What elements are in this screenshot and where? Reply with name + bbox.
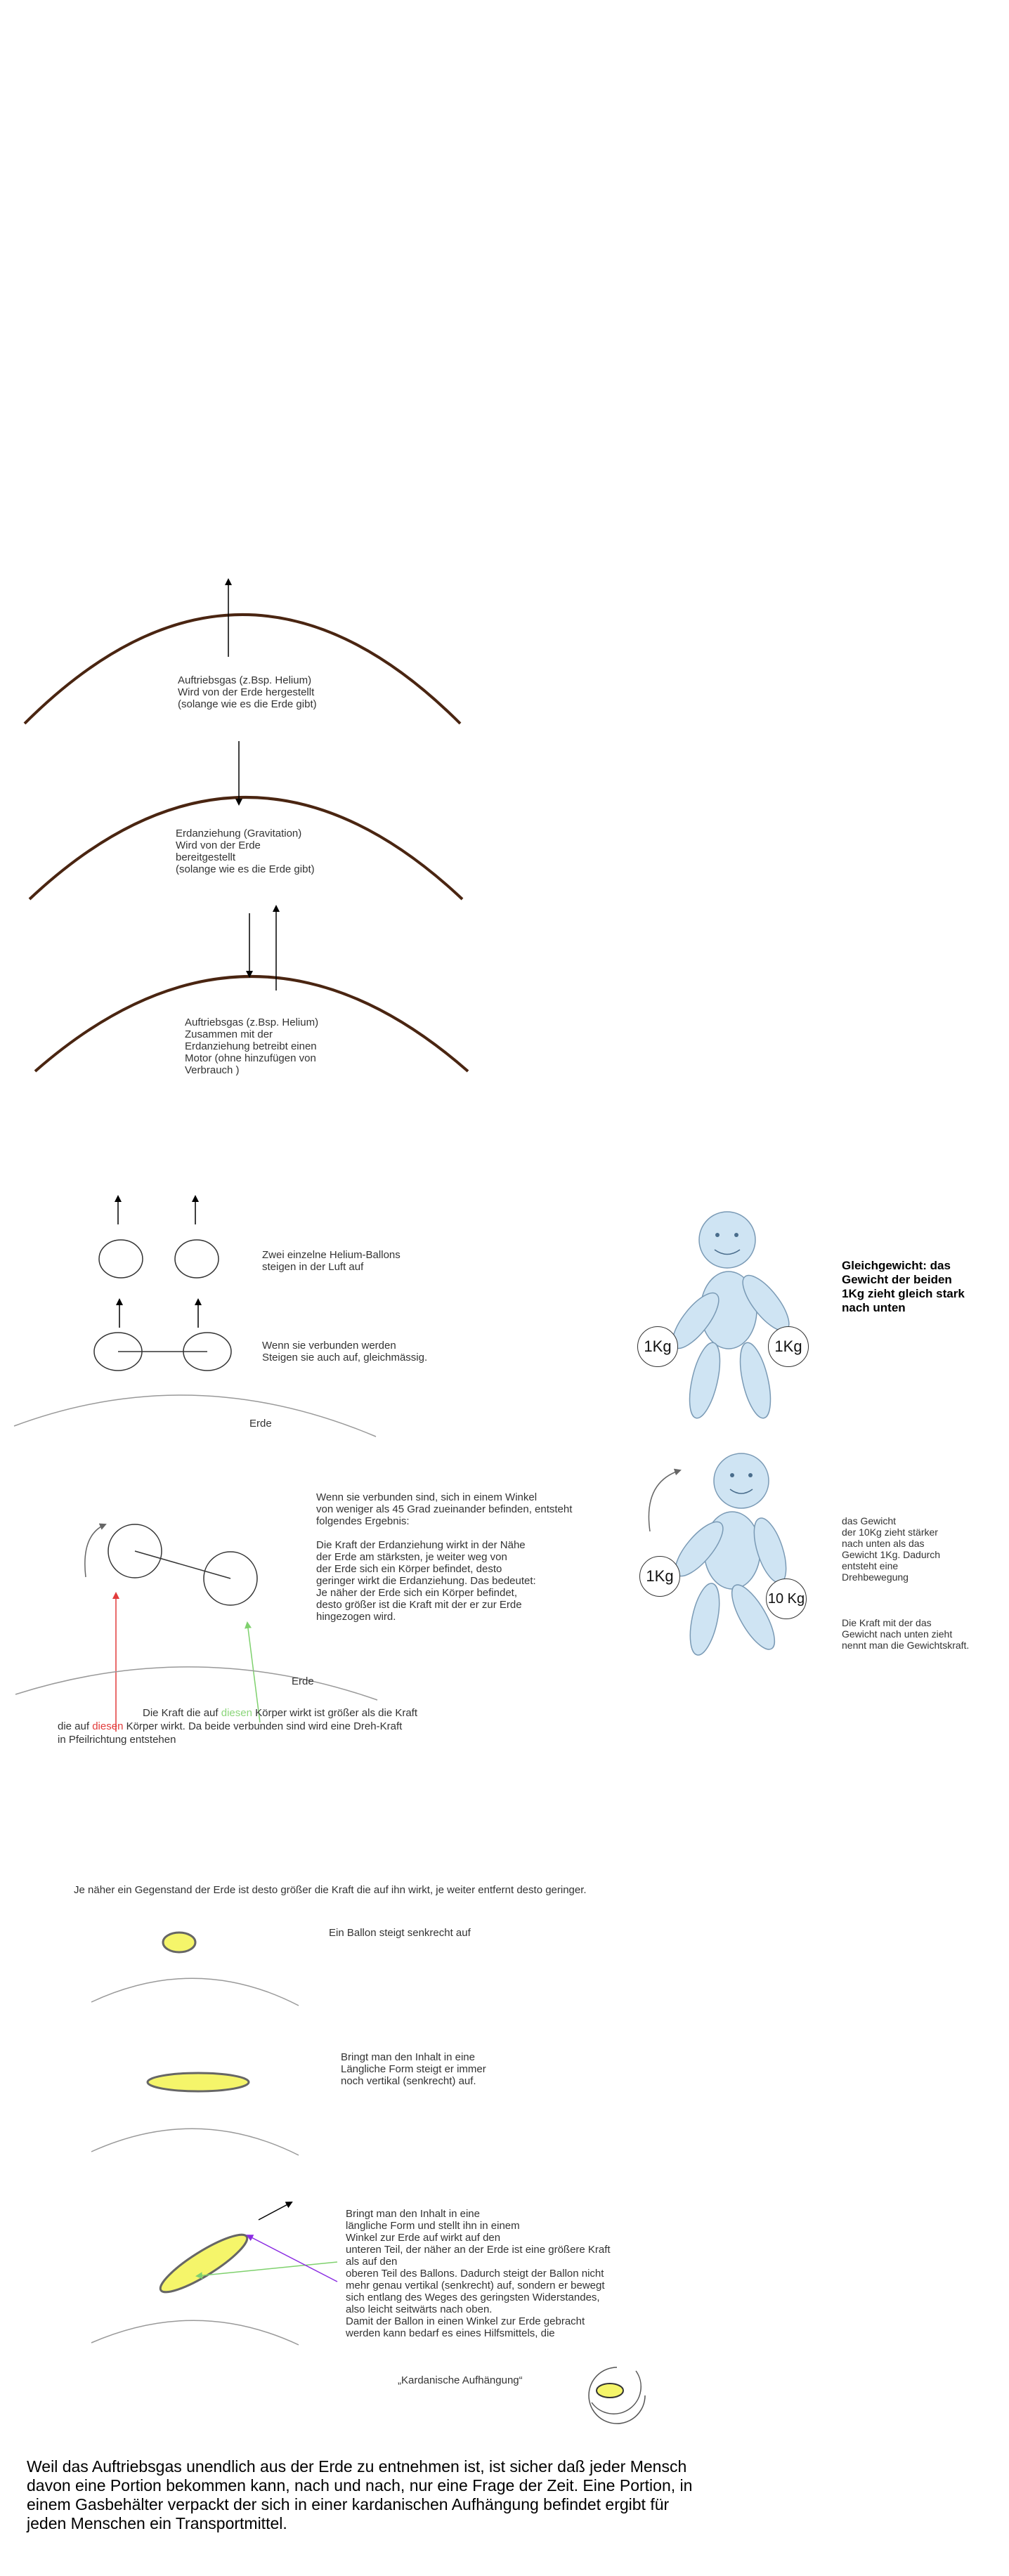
weight-left-1kg: 1Kg [637, 1326, 678, 1367]
gimbal-icon [589, 2367, 645, 2424]
figure-eye-right [734, 1233, 738, 1237]
label-vertical: Ein Ballon steigt senkrecht auf [329, 1927, 471, 1939]
label-gravity-force: Die Kraft mit der das Gewicht nach unten zieht nennt man die Gewichtskraft. [842, 1617, 970, 1651]
label-two-balloons: Zwei einzelne Helium-Ballons steigen in der Luft auf [262, 1249, 401, 1273]
label-earth-1: Erde [249, 1418, 272, 1430]
figure2-eye-left [730, 1473, 734, 1477]
label-gimbal: „Kardanische Aufhängung“ [398, 2374, 523, 2386]
label-intro: Je näher ein Gegenstand der Erde ist desto größer die Kraft die auf ihn wirkt, je weiter entfernt desto geringer. [74, 1884, 587, 1896]
label-earth-2: Erde [292, 1675, 314, 1687]
figure2-eye-right [748, 1473, 753, 1477]
earth-arc-gray-1 [14, 1395, 376, 1437]
label-motor: Auftriebsgas (z.Bsp. Helium) Zusammen mit der Erdanziehung betreibt einen Motor (ohne hinzufügen von Verbrauch ) [185, 1016, 319, 1076]
weight-right-1kg: 1Kg [768, 1326, 809, 1367]
earth-arc-gray-2 [15, 1667, 377, 1700]
balloon-elongated-yellow [148, 2073, 249, 2091]
label-angle-text: Wenn sie verbunden sind, sich in einem Winkel von weniger als 45 Grad zueinander befinden, entsteht folgendes Ergebnis: Die Kraft der Erdanziehung wirkt in der Nähe der Erde am stärksten, je weiter weg von der Erde sich ein Körper befindet, desto geringer wirkt die Erdanziehung. Das bedeutet: Je näher der Erde sich ein Körper befindet, desto größer ist die Kraft mit der er zur Erde hingezogen wird. [316, 1491, 573, 1623]
label-imbalance: das Gewicht der 10Kg zieht stärker nach unten als das Gewicht 1Kg. Dadurch entsteht eine Drehbewegung [842, 1515, 941, 1583]
label-buoyancy-earth: Auftriebsgas (z.Bsp. Helium) Wird von der Erde hergestellt (solange wie es die Erde gibt) [178, 674, 317, 710]
weight-right-10kg: 10 Kg [766, 1578, 807, 1619]
label-force-line-1: Die Kraft die auf diesen Körper wirkt ist größer als die Kraft [143, 1707, 418, 1719]
balloon-pair-connector [135, 1551, 230, 1578]
balloon-single-2 [175, 1240, 219, 1278]
stick-figure-imbalanced [668, 1453, 793, 1658]
balloon-single-1 [99, 1240, 143, 1278]
figure-eye-left [715, 1233, 720, 1237]
label-balance: Gleichgewicht: das Gewicht der beiden 1Kg zieht gleich stark nach unten [842, 1259, 965, 1314]
stick-figure-balanced [665, 1212, 796, 1421]
label-gravity: Erdanziehung (Gravitation) Wird von der Erde bereitgestellt (solange wie es die Erde gibt) [176, 828, 315, 875]
rotation-arrow-figure [649, 1470, 680, 1531]
rotation-arrow-left [85, 1524, 105, 1577]
label-force-line-3: in Pfeilrichtung entstehen [58, 1734, 176, 1746]
label-angled: Bringt man den Inhalt in eine längliche Form und stellt ihn in einem Winkel zur Erde auf wirkt auf den unteren Teil, der näher an der Erde ist eine größere Kraft als auf den oberen Teil des Ballons. Dadurch steigt der Ballon nicht mehr genau vertikal (senkrecht) auf, sondern er bewegt sich entlang des Weges des geringsten Widerstandes, also leicht seitwärts nach oben. Damit der Ballon in einen Winkel zur Erde gebracht werden kann bedarf es eines Hilfsmittels, die [346, 2208, 611, 2339]
label-elongated: Bringt man den Inhalt in eine Längliche Form steigt er immer noch vertikal (senkrecht) auf. [341, 2051, 486, 2087]
arrow-purple-upper [247, 2235, 337, 2282]
balloon-angled-yellow [155, 2226, 253, 2300]
weight-left-1kg-2: 1Kg [639, 1556, 680, 1597]
earth-arc-gray-3 [91, 1978, 299, 2006]
balloon-round-yellow [163, 1933, 195, 1952]
earth-arc-gray-4 [91, 2129, 299, 2155]
arrow-direction-angled [259, 2202, 292, 2220]
conclusion-text: Weil das Auftriebsgas unendlich aus der Erde zu entnehmen ist, ist sicher daß jeder Mensch davon eine Portion bekommen kann, nach und nach, nur eine Frage der Zeit. Eine Portion, in einem Gasbehälter verpackt der sich in einer kardanischen Aufhängung befindet ergibt für jeden Menschen ein Transportmittel. [27, 2457, 693, 2532]
label-connected: Wenn sie verbunden werden Steigen sie auch auf, gleichmässig. [262, 1340, 428, 1364]
label-force-line-2: die auf diesen Körper wirkt. Da beide verbunden sind wird eine Dreh-Kraft [58, 1720, 403, 1732]
earth-arc-gray-5 [91, 2320, 299, 2345]
